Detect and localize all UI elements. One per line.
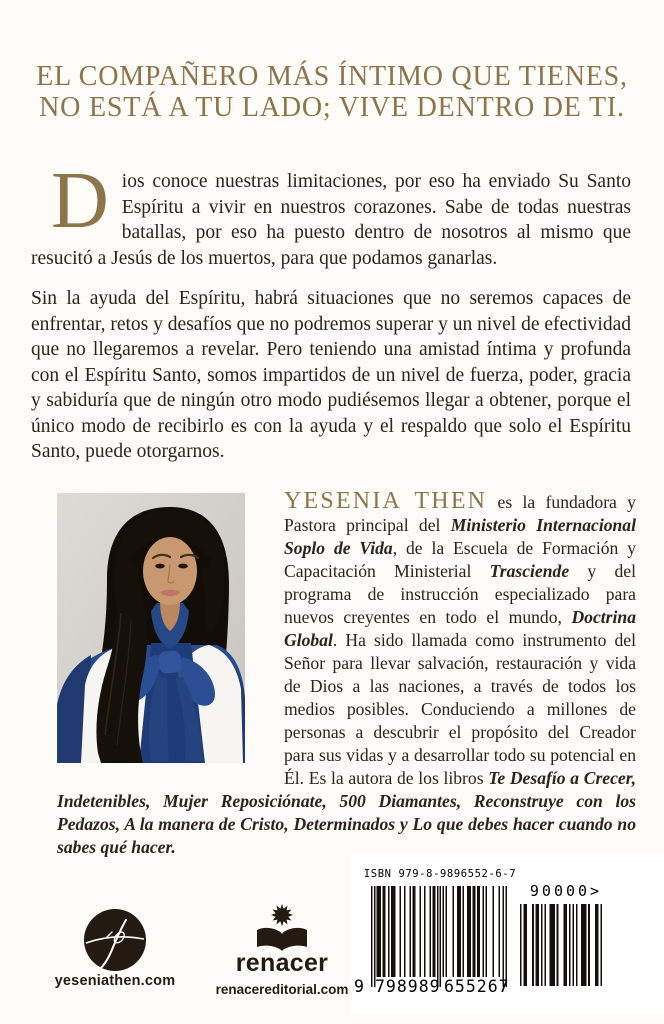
- publisher-website: renacereditorial.com: [215, 982, 349, 997]
- ean-barcode: [371, 886, 507, 987]
- tagline: [0, 62, 664, 123]
- barcode-digits-right: 655267: [444, 977, 510, 996]
- publisher-name: renacer: [235, 949, 329, 977]
- barcode-panel: [350, 854, 664, 1014]
- supplement-barcode: [518, 904, 602, 986]
- intro-paragraph-2: Sin la ayuda del Espíritu, habrá situaciones que no seremos capaces de enfrentar, retos y desafíos que no podremos superar y un nivel de efectividad que no llegaremos a revelar. Pero teniendo una amistad íntima y profunda con el Espíritu Santo, somos impartidos de un nivel de fuerza, poder, gracia y sabiduría que de ningún otro modo pudiésemos llegar a obtener, porque el único modo de recibirlo es con la ayuda y el respaldo que solo el Espíritu Santo, puede otorgarnos.: [31, 288, 631, 462]
- yeseniathen-logo-icon: [83, 908, 147, 972]
- author-portrait-illustration: [57, 493, 245, 763]
- dropcap-letter: D: [51, 157, 109, 245]
- author-bio: [57, 490, 636, 859]
- isbn-text: ISBN 979-8-9896552-6-7: [363, 868, 517, 880]
- intro-paragraph-1: [31, 157, 631, 271]
- intro-paragraph-1-text: ios conoce nuestras limitaciones, por eso ha enviado Su Santo Espíritu a vivir en nuestros corazones. Sabe de todas nuestras batallas, por eso ha puesto dentro de nosotros al mismo que resucitó a Jesús de los muertos, para que podamos ganarlas.: [31, 171, 631, 269]
- author-name: YESENIA THEN: [284, 488, 488, 514]
- renacer-logo-icon: [254, 903, 310, 953]
- tagline-line2: NO ESTÁ A TU LADO; VIVE DENTRO DE TI.: [39, 91, 625, 123]
- author-website: yeseniathen.com: [54, 973, 176, 989]
- barcode-digits-left: 798989: [375, 977, 441, 996]
- bio-text: es la fundadora y Pastora principal del Ministerio Internacional Soplo de Vida, de la Escuela de Formación y Capacitación Ministerial Trasciende y del programa de instrucción especializado para nuevos creyentes en todo el mundo, Doctrina Global. Ha sido llamada como instrumento del Señor para llevar salvación, restauración y vida de Dios a las naciones, a través de todos los medios posibles. Conduciendo a millones de personas a descubrir el propósito del Creador para sus vidas y a desarrollar todo su potencial en Él. Es la autora de los libros Te Desafío a Crecer, Indetenibles, Mujer Reposiciónate, 500 Diamantes, Reconstruye con los Pedazos, A la manera de Cristo, Determinados y Lo que debes hacer cuando no sabes qué hacer.: [57, 492, 637, 857]
- barcode-digit-lead: 9: [354, 977, 364, 996]
- author-photo: [57, 493, 245, 763]
- barcode-supplement-number: 90000>: [529, 882, 603, 900]
- tagline-line1: EL COMPAÑERO MÁS ÍNTIMO QUE TIENES,: [36, 61, 628, 92]
